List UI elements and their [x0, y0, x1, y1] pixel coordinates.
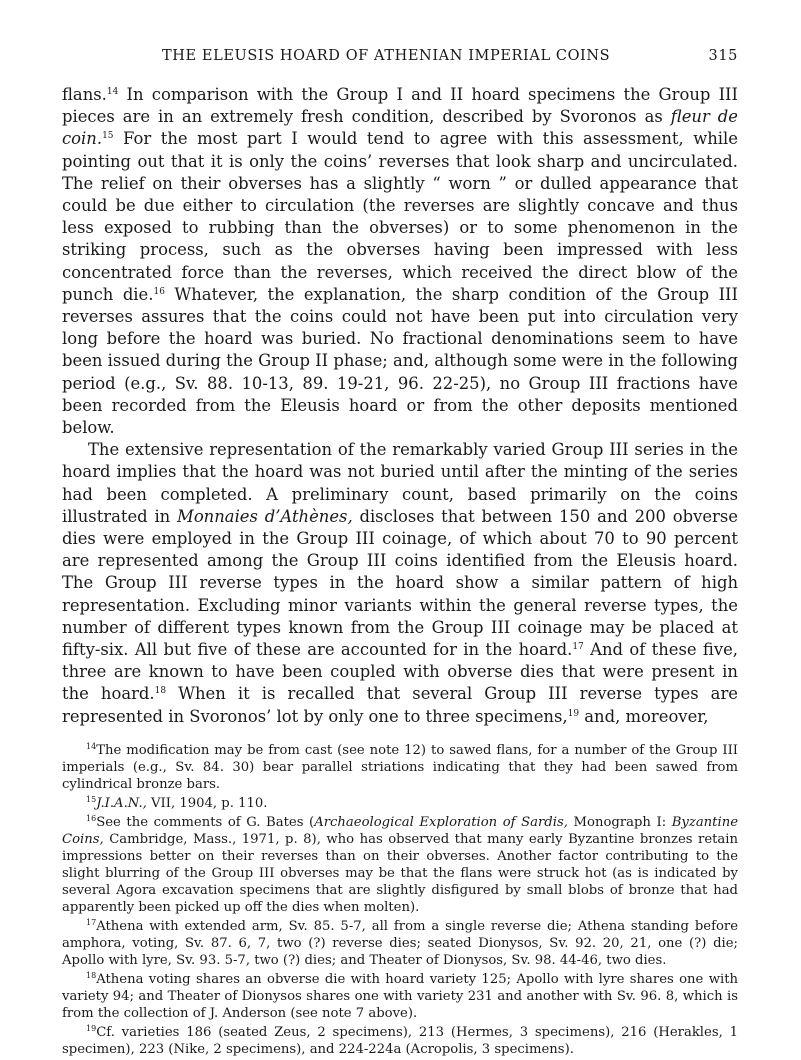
footnote-ref-18: 18	[154, 686, 167, 697]
footnote-ref-16: 16	[153, 286, 165, 297]
footnote-16	[62, 814, 738, 916]
footnote-16-italic-1: Archaeological Exploration of Sardis,	[314, 814, 568, 830]
footnotes	[62, 742, 738, 1058]
running-head	[62, 44, 738, 70]
footnote-18-text: Athena voting shares an obverse die with hoard variety 125; Apollo with lyre shares one with variety 94; and Theater of Dionysos shares one with variety 231 and another with Sv. 96. 8, which is from the collection of J. Anderson (see note 7 above).	[62, 971, 738, 1021]
footnote-num-15: 15	[86, 794, 97, 804]
footnote-17	[62, 918, 738, 969]
footnote-19-text: Cf. varieties 186 (seated Zeus, 2 specimens), 213 (Hermes, 3 specimens), 216 (Herakles, 1 specimen), 223 (Nike, 2 specimens), and 224-224a (Acropolis, 3 specimens).	[62, 1024, 738, 1057]
p2-text-e: and, moreover,	[579, 706, 709, 726]
body-text	[62, 84, 738, 728]
p2-text-c: And of these five, three are known to have been coupled with obverse dies that were present in the hoard.	[62, 640, 738, 704]
footnote-19	[62, 1024, 738, 1058]
p1-text-b: In comparison with the Group I and II hoard specimens the Group III pieces are in an extremely fresh condition, described by Svoronos as	[62, 85, 738, 127]
footnote-15-italic: J.I.A.N.,	[96, 795, 147, 811]
footnote-ref-14: 14	[106, 87, 119, 97]
footnote-15	[62, 795, 738, 812]
p2-text-d: When it is recalled that several Group III reverse types are represented in Svoronos’ lot by only one to three specimens,	[62, 684, 738, 726]
footnote-num-17: 17	[86, 917, 97, 927]
paragraph-2	[62, 439, 738, 728]
footnote-num-16: 16	[86, 813, 97, 823]
p1-text-a: flans.	[62, 85, 107, 104]
p2-text-b: discloses that between 150 and 200 obverse dies were employed in the Group III coinage, of which about 70 to 90 percent are represented among the Group III coins identified from the Eleusis hoard. The Group III reverse types in the hoard show a similar pattern of high representation. Excluding minor variants within the general reverse types, the number of different types known from the Group III coinage may be placed at fifty-six. All but five of these are accounted for in the hoard.	[62, 506, 738, 660]
footnote-16-text-b: Monograph I:	[567, 814, 672, 830]
footnote-num-14: 14	[86, 741, 97, 751]
footnote-16-text-a: See the comments of G. Bates (	[96, 814, 315, 830]
page-number: 315	[708, 48, 738, 64]
footnote-num-18: 18	[86, 970, 97, 980]
p1-text-d: Whatever, the explanation, the sharp condition of the Group III reverses assures that the coins could not have been put into circulation very long before the hoard was buried. No fractional denominations seem to have been issued during the Group II phase; and, although some were in the following period (e.g., Sv. 88. 10-13, 89. 19-21, 96. 22-25), no Group III fractions have been recorded from the Eleusis hoard or from the other deposits mentioned below.	[62, 284, 738, 438]
footnote-18	[62, 971, 738, 1022]
footnote-num-19: 19	[86, 1023, 97, 1033]
page	[62, 44, 738, 1060]
footnote-14-text: The modification may be from cast (see note 12) to sawed flans, for a number of the Group III imperials (e.g., Sv. 84. 30) bear parallel striations indicating that they had been sawed from cylindrical bronze bars.	[62, 742, 738, 792]
footnote-ref-17: 17	[572, 642, 584, 653]
footnote-14	[62, 742, 738, 793]
p2-text-a: The extensive representation of the remarkably varied Group III series in the hoard implies that the hoard was not buried until after the minting of the series had been completed. A preliminary count, based primarily on the coins illustrated in	[62, 440, 738, 526]
footnote-15-text: VII, 1904, p. 110.	[146, 795, 268, 811]
running-title: THE ELEUSIS HOARD OF ATHENIAN IMPERIAL COINS	[162, 48, 611, 64]
footnote-16-text-c: Cambridge, Mass., 1971, p. 8), who has observed that many early Byzantine bronzes retain impressions better on their reverses than on their obverses. Another factor contributing to the slight blurring of the Group III obverses may be that the flans were struck hot (as is indicated by several Agora excavation specimens that are slightly disfigured by small blobs of bronze that had apparently been picked up off the dies when molten).	[62, 831, 738, 915]
p2-italic-monnaies: Monnaies d’Athènes,	[177, 506, 353, 526]
p1-text-c: For the most part I would tend to agree with this assessment, while pointing out that it is only the coins’ reverses that look sharp and uncirculated. The relief on their obverses has a slightly “ worn ” or dulled appearance that could be due either to circulation (the reverses are slightly concave and thus less exposed to rubbing than the obverses) or to some phenomenon in the striking process, such as the obverses having been impressed with less concentrated force than the reverses, which received the direct blow of the punch die.	[62, 129, 738, 304]
footnote-ref-15: 15	[102, 131, 114, 142]
p1-italic-fleur: fleur de coin.	[62, 107, 738, 149]
paragraph-1	[62, 84, 738, 439]
footnote-ref-19: 19	[567, 708, 580, 719]
footnote-17-text: Athena with extended arm, Sv. 85. 5-7, all from a single reverse die; Athena standing before amphora, voting, Sv. 87. 6, 7, two (?) reverse dies; seated Dionysos, Sv. 92. 20, 21, one (?) die; Apollo with lyre, Sv. 93. 5-7, two (?) dies; and Theater of Dionysos, Sv. 98. 44-46, two dies.	[62, 918, 738, 968]
footnote-16-italic-2: Byzantine Coins,	[62, 814, 738, 847]
